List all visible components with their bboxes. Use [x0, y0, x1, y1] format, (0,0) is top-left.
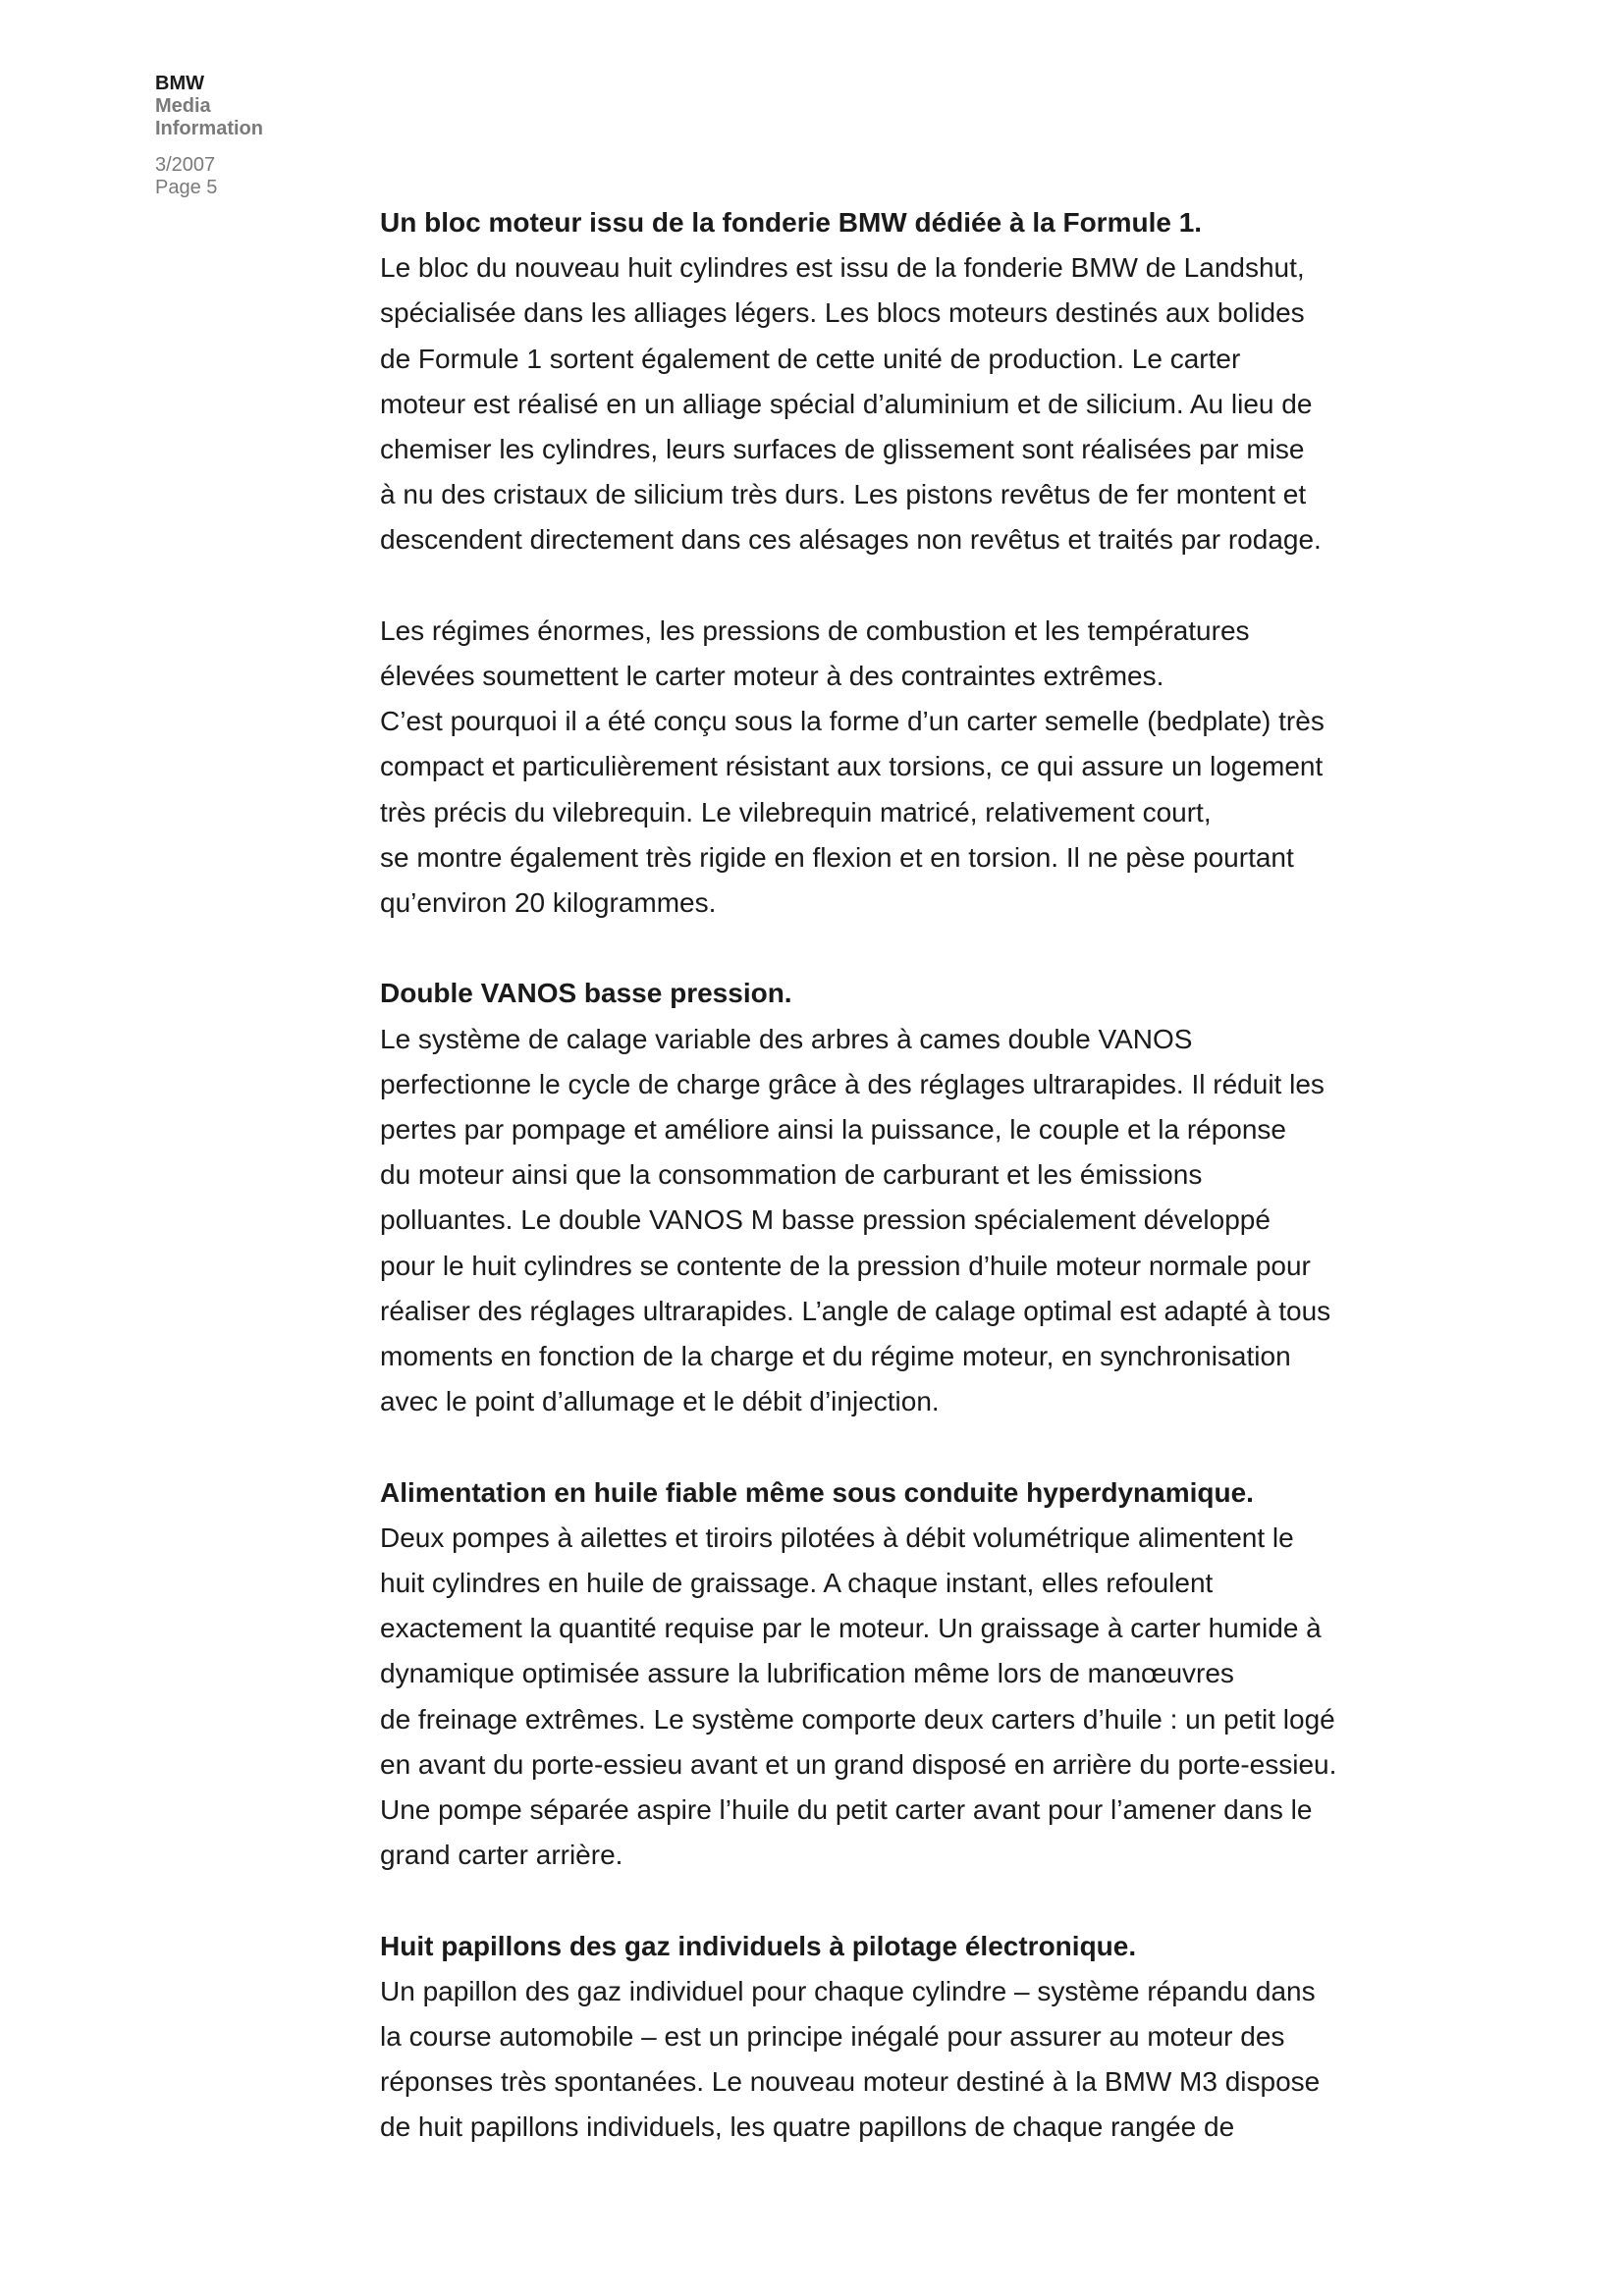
paragraph-line: en avant du porte-essieu avant et un grand disposé en arrière du porte-essieu. — [380, 1748, 1337, 1780]
section-heading: Double VANOS basse pression. — [380, 978, 792, 1009]
paragraph-line: Deux pompes à ailettes et tiroirs pilotées à débit volumétrique alimentent le — [380, 1522, 1294, 1553]
paragraph-line: moteur est réalisé en un alliage spécial d’aluminium et de silicium. Au lieu de — [380, 388, 1313, 419]
section — [380, 200, 1440, 563]
paragraph-line: pertes par pompage et améliore ainsi la puissance, le couple et la réponse — [380, 1114, 1287, 1146]
paragraph-line: compact et particulièrement résistant aux torsions, ce qui assure un logement — [380, 751, 1324, 782]
paragraph-line: C’est pourquoi il a été conçu sous la forme d’un carter semelle (bedplate) très — [380, 706, 1325, 737]
document-date: 3/2007 — [155, 154, 216, 176]
paragraph-line: de huit papillons individuels, les quatre papillons de chaque rangée de — [380, 2111, 1235, 2143]
paragraph-line: moments en fonction de la charge et du régime moteur, en synchronisation — [380, 1341, 1291, 1372]
paragraph-line: de freinage extrêmes. Le système comporte deux carters d’huile : un petit logé — [380, 1703, 1335, 1735]
section — [380, 1470, 1440, 1879]
paragraph-line: du moteur ainsi que la consommation de carburant et les émissions — [380, 1159, 1203, 1191]
brand-subtitle-media: Media — [155, 95, 211, 117]
document-body — [380, 200, 1440, 2151]
paragraph-line: huit cylindres en huile de graissage. A chaque instant, elles refoulent — [380, 1568, 1214, 1599]
paragraph-line: élevées soumettent le carter moteur à des contraintes extrêmes. — [380, 661, 1164, 692]
paragraph-line: dynamique optimisée assure la lubrification même lors de manœuvres — [380, 1658, 1234, 1689]
document-header — [155, 73, 352, 199]
paragraph-line: qu’environ 20 kilogrammes. — [380, 887, 717, 919]
section — [380, 1924, 1440, 2151]
paragraph-line: polluantes. Le double VANOS M basse pression spécialement développé — [380, 1204, 1271, 1236]
paragraph-line: Un papillon des gaz individuel pour chaque cylindre – système répandu dans — [380, 1975, 1316, 2006]
section-heading: Huit papillons des gaz individuels à pilotage électronique. — [380, 1930, 1137, 1961]
paragraph-line: exactement la quantité requise par le moteur. Un graissage à carter humide à — [380, 1613, 1322, 1644]
section-heading: Alimentation en huile fiable même sous conduite hyperdynamique. — [380, 1476, 1254, 1508]
paragraph-line: réponses très spontanées. Le nouveau moteur destiné à la BMW M3 dispose — [380, 2066, 1321, 2098]
paragraph-line: descendent directement dans ces alésages non revêtus et traités par rodage. — [380, 524, 1322, 556]
section-heading: Un bloc moteur issu de la fonderie BMW dédiée à la Formule 1. — [380, 207, 1203, 238]
paragraph-line: à nu des cristaux de silicium très durs. Les pistons revêtus de fer montent et — [380, 479, 1307, 510]
section — [380, 971, 1440, 1424]
paragraph-line: se montre également très rigide en flexion et en torsion. Il ne pèse pourtant — [380, 841, 1294, 873]
page-number: Page 5 — [155, 177, 218, 198]
paragraph-line: la course automobile – est un principe inégalé pour assurer au moteur des — [380, 2021, 1285, 2053]
paragraph-line: Le système de calage variable des arbres à cames double VANOS — [380, 1023, 1193, 1054]
paragraph-line: avec le point d’allumage et le débit d’injection. — [380, 1386, 940, 1417]
brand-subtitle-information: Information — [155, 118, 263, 139]
paragraph-line: chemiser les cylindres, leurs surfaces de glissement sont réalisées par mise — [380, 434, 1305, 465]
paragraph-line: Une pompe séparée aspire l’huile du petit carter avant pour l’amener dans le — [380, 1794, 1313, 1826]
paragraph-line: pour le huit cylindres se contente de la pression d’huile moteur normale pour — [380, 1250, 1311, 1281]
paragraph-line: très précis du vilebrequin. Le vilebrequin matricé, relativement court, — [380, 796, 1212, 828]
paragraph-line: réaliser des réglages ultrarapides. L’angle de calage optimal est adapté à tous — [380, 1295, 1331, 1326]
section — [380, 609, 1440, 926]
paragraph-line: grand carter arrière. — [380, 1840, 623, 1871]
paragraph-line: spécialisée dans les alliages légers. Les blocs moteurs destinés aux bolides — [380, 297, 1305, 329]
paragraph-line: Les régimes énormes, les pressions de combustion et les températures — [380, 614, 1250, 646]
paragraph-line: Le bloc du nouveau huit cylindres est issu de la fonderie BMW de Landshut, — [380, 252, 1305, 284]
paragraph-line: perfectionne le cycle de charge grâce à des réglages ultrarapides. Il réduit les — [380, 1068, 1325, 1099]
brand-name: BMW — [155, 73, 204, 94]
paragraph-line: de Formule 1 sortent également de cette unité de production. Le carter — [380, 343, 1241, 374]
